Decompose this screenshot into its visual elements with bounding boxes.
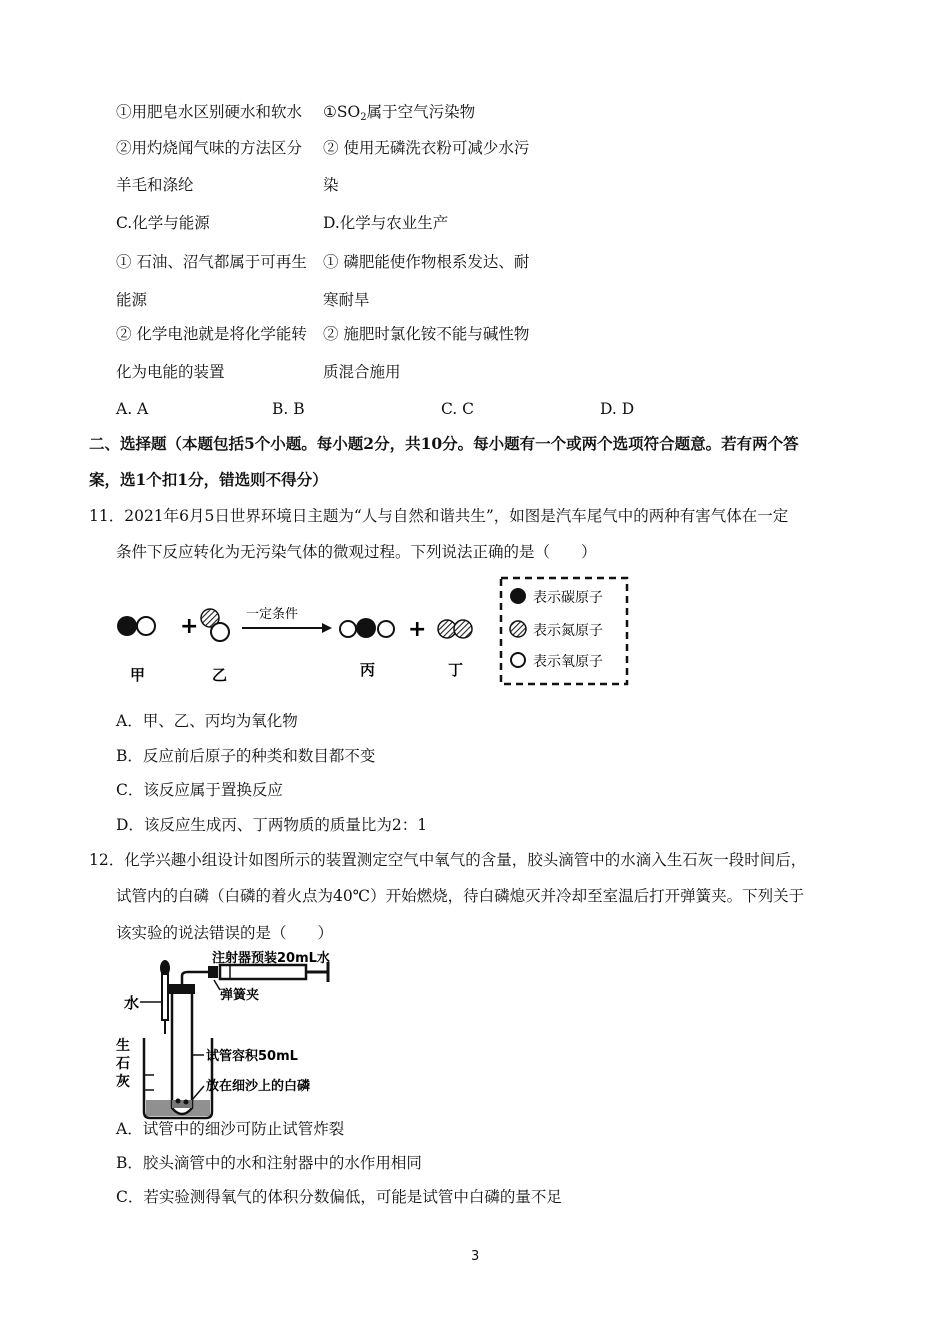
arrow-head-icon [322, 623, 332, 633]
section2-heading-line1: 二、选择题（本题包括5个小题。每小题2分，共10分。每小题有一个或两个选项符合题意。若有两个答 [89, 434, 799, 453]
rubber-stopper [169, 984, 195, 994]
phosphorus-piece [184, 1100, 189, 1105]
q12-option-c: C．若实验测得氧气的体积分数偏低，可能是试管中白磷的量不足 [116, 1188, 562, 1206]
label-quicklime-2: 石 [116, 1056, 130, 1072]
legend-nitrogen-icon [510, 621, 526, 637]
table-d-item2: ② 施肥时氯化铵不能与碱性物 [323, 325, 530, 343]
q10-option-d: D. D [600, 400, 635, 418]
label-tube-volume: 试管容积50mL [206, 1049, 298, 1064]
label-ding: 丁 [448, 661, 464, 679]
table-b-item2-cont: 染 [323, 176, 339, 194]
oxygen-atom [340, 621, 356, 637]
plus-sign-2: + [408, 617, 427, 642]
table-c-item2-cont: 化为电能的装置 [116, 363, 225, 381]
spring-clamp [208, 966, 218, 978]
arrow-condition-label: 一定条件 [246, 607, 299, 622]
page-number: 3 [471, 1249, 480, 1264]
label-jia: 甲 [130, 666, 146, 684]
q10-option-a: A. A [116, 400, 149, 418]
table-c-item1-cont: 能源 [116, 291, 148, 309]
table-b-item2: ② 使用无磷洗衣粉可减少水污 [323, 139, 530, 157]
label-clamp: 弹簧夹 [220, 988, 260, 1003]
leader-phosphorus [192, 1086, 204, 1100]
table-a-item2-cont: 羊毛和涤纶 [116, 176, 194, 194]
section2-heading-line2: 案，选1个扣1分，错选则不得分） [89, 470, 328, 489]
q12-stem-line3: 该实验的说法错误的是（ ） [116, 924, 334, 942]
q10-option-b: B. B [272, 400, 305, 418]
dropper [160, 960, 170, 1034]
legend-oxygen-label: 表示氧原子 [533, 654, 603, 670]
label-syringe: 注射器预装20mL水 [212, 951, 330, 966]
legend-nitrogen-label: 表示氮原子 [533, 623, 603, 639]
molecule-yi [201, 609, 229, 641]
fine-sand [172, 1100, 192, 1108]
q11-option-b: B．反应前后原子的种类和数目都不变 [116, 747, 376, 765]
label-water: 水 [124, 994, 140, 1012]
q11-reaction-diagram [100, 572, 640, 692]
q12-stem-line1: 12．化学兴趣小组设计如图所示的装置测定空气中氧气的含量，胶头滴管中的水滴入生石灰一段时间后， [89, 851, 807, 869]
table-b-item1 [323, 102, 475, 128]
q10-option-c: C. C [441, 400, 475, 418]
phosphorus-piece [176, 1099, 181, 1104]
so2-suffix: 属于空气污染物 [366, 103, 476, 121]
table-d-item1: ① 磷肥能使作物根系发达、耐 [323, 253, 530, 271]
table-d-title: D.化学与农业生产 [323, 214, 449, 232]
q11-stem-line1: 11．2021年6月5日世界环境日主题为“人与自然和谐共生”，如图是汽车尾气中的两种有害气体在一定 [89, 507, 789, 525]
table-a-item1: ①用肥皂水区别硬水和软水 [116, 103, 303, 121]
nitrogen-atom [454, 620, 472, 638]
oxygen-atom [211, 623, 229, 641]
molecule-ding [438, 620, 472, 638]
table-c-item1: ① 石油、沼气都属于可再生 [116, 253, 307, 271]
table-a-item2: ②用灼烧闻气味的方法区分 [116, 139, 303, 157]
q11-option-c: C．该反应属于置换反应 [116, 781, 283, 799]
atom-legend [501, 578, 627, 684]
legend-carbon-icon [510, 588, 526, 604]
q12-stem-line2: 试管内的白磷（白磷的着火点为40℃）开始燃烧，待白磷熄灭并冷却至室温后打开弹簧夹。下列关于 [116, 887, 805, 905]
molecule-jia [117, 616, 155, 636]
label-bing: 丙 [360, 661, 376, 679]
oxygen-atom [137, 617, 155, 635]
label-phosphorus: 放在细沙上的白磷 [206, 1079, 311, 1094]
q12-option-a: A．试管中的细沙可防止试管炸裂 [116, 1120, 345, 1138]
carbon-atom [117, 616, 137, 636]
q11-stem-line2: 条件下反应转化为无污染气体的微观过程。下列说法正确的是（ ） [116, 543, 597, 561]
label-yi: 乙 [212, 666, 228, 684]
table-c-item2: ② 化学电池就是将化学能转 [116, 325, 307, 343]
legend-oxygen-icon [511, 653, 525, 667]
label-quicklime-1: 生 [116, 1038, 130, 1054]
oxygen-atom [378, 621, 394, 637]
so2-prefix: ①SO [323, 103, 361, 121]
q12-option-b: B．胶头滴管中的水和注射器中的水作用相同 [116, 1154, 422, 1172]
table-d-item1-cont: 寒耐旱 [323, 291, 370, 309]
molecule-bing [340, 618, 394, 638]
legend-carbon-label: 表示碳原子 [533, 590, 603, 606]
carbon-atom [356, 618, 376, 638]
q11-option-d: D．该反应生成丙、丁两物质的质量比为2：1 [116, 816, 428, 834]
table-d-item2-cont: 质混合施用 [323, 363, 401, 381]
syringe-barrel [220, 965, 306, 979]
plus-sign-1: + [180, 614, 199, 639]
dropper-tube [162, 974, 168, 1020]
q12-apparatus-diagram [108, 950, 358, 1130]
test-tube [172, 990, 192, 1114]
so2-subscript: 2 [360, 112, 367, 123]
table-c-title: C.化学与能源 [116, 214, 210, 232]
q11-option-a: A．甲、乙、丙均为氧化物 [116, 712, 298, 730]
label-quicklime-3: 灰 [116, 1074, 130, 1090]
